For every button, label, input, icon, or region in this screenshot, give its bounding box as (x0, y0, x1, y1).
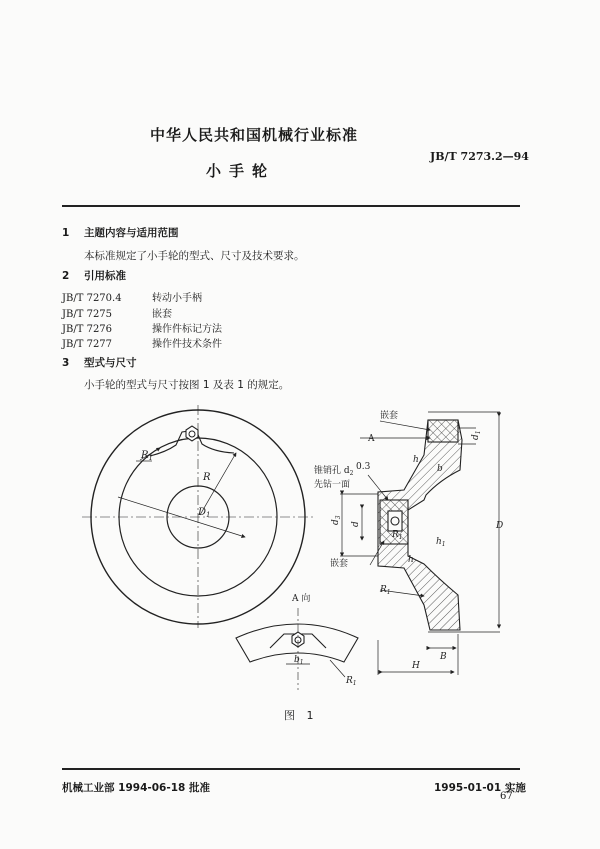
section-3-title: 型式与尺寸 (84, 357, 137, 369)
reference-name: 操作件标记方法 (152, 324, 222, 335)
page-number: 67 (500, 791, 513, 802)
footer-rule (62, 768, 520, 770)
d3-label: $d_3$ (331, 515, 342, 525)
standard-number: JB/T 7273.2—94 (430, 150, 529, 163)
section-3-text: 小手轮的型式与尺寸按图 1 及表 1 的规定。 (84, 379, 290, 391)
view-a-r1-label: $R_1$ (346, 676, 357, 687)
view-a-r1-leader (330, 660, 345, 677)
drill-note: 先钻一面 (314, 480, 351, 490)
section-r1-label: $R_1$ (380, 585, 391, 596)
section-dims (340, 412, 500, 675)
bore (388, 511, 402, 531)
section-h1-label: $h_1$ (436, 537, 446, 548)
reference-code: JB/T 7277 (62, 339, 113, 350)
section-view (378, 420, 462, 630)
view-a-b1-label: $b_1$ (294, 655, 304, 666)
b-label: B (440, 652, 447, 662)
section-2-title: 引用标准 (84, 270, 126, 282)
section-3-number: 3 (62, 357, 70, 369)
reference-code: JB/T 7270.4 (62, 293, 122, 304)
insert-top-leader (380, 421, 430, 430)
section-1-title: 主题内容与适用范围 (84, 227, 179, 239)
big-d-label: D (496, 521, 504, 531)
section-2-number: 2 (62, 270, 70, 282)
nut-icon (186, 426, 198, 441)
reference-name: 嵌套 (152, 309, 172, 320)
figure-caption: 图 1 (284, 709, 318, 722)
document-title: 小手轮 (206, 162, 276, 180)
section-r1-label-inner: $R_1$ (392, 530, 403, 541)
view-a-marker: A (368, 434, 375, 444)
reference-name: 转动小手柄 (152, 293, 202, 304)
org-title: 中华人民共和国机械行业标准 (150, 126, 359, 144)
view-a-label: A 向 (292, 594, 311, 604)
front-r1-label: $R_1$ (141, 450, 153, 462)
section-b-label: b (437, 464, 443, 474)
effective-date: 1995-01-01 实施 (434, 782, 526, 794)
insert-top-label: 嵌套 (380, 411, 399, 421)
reference-name: 操作件技术条件 (152, 339, 222, 350)
section-h-label: h (413, 455, 419, 465)
section-1-number: 1 (62, 227, 70, 239)
front-d1-label: $D_1$ (198, 507, 211, 519)
d-label: d (351, 521, 361, 527)
h-total-label: H (412, 661, 420, 671)
insert-bottom-label: 嵌套 (330, 559, 349, 569)
d1-label: $d_1$ (471, 430, 482, 440)
pin-hole-label: 锥销孔 $d_2$ (314, 466, 354, 477)
section-1-text: 本标准规定了小手轮的型式、尺寸及技术要求。 (84, 250, 305, 262)
section-h-label-2: h (408, 555, 414, 565)
view-a (236, 608, 358, 690)
approval-note: 机械工业部 1994-06-18 批准 (62, 782, 210, 794)
dim-0-3: 0.3 (356, 462, 371, 472)
reference-code: JB/T 7276 (62, 324, 113, 335)
insert-top (428, 420, 458, 442)
reference-code: JB/T 7275 (62, 309, 113, 320)
r-leader (200, 453, 236, 515)
front-r-label: R (203, 472, 211, 483)
